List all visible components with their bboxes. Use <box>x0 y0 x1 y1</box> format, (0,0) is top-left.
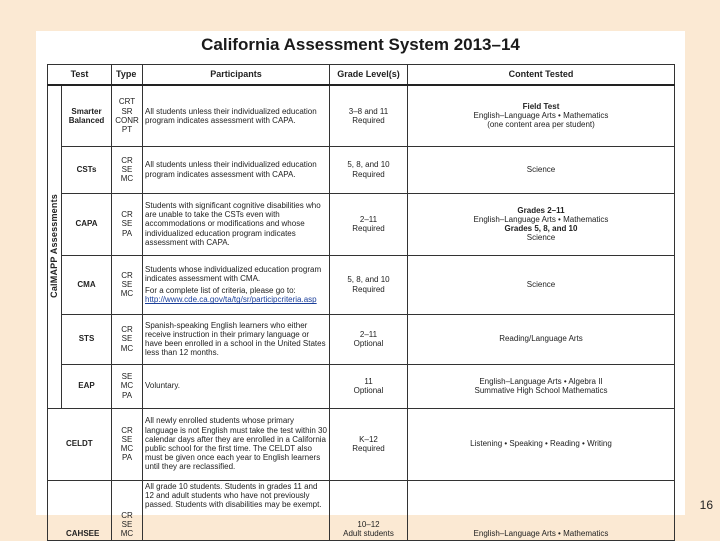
table-row-cma <box>48 255 675 314</box>
participants: Students with significant cognitive disabilities who are unable to take the CSTs even with accommodations or modifications and whose individualized education program indicates assessment with CAPA. <box>143 193 330 255</box>
table-row-celdt <box>48 408 675 480</box>
content-tested: Science <box>408 255 675 314</box>
participants: All grade 10 students. Students in grades 11 and 12 and adult students who have not previously passed. Students with disabilities may be exempt. <box>143 480 330 540</box>
slide-number: 16 <box>699 498 713 512</box>
content-tested: Field Test English–Language Arts • Mathematics (one content area per student) <box>408 85 675 146</box>
document-page <box>36 31 685 539</box>
test-name: Smarter Balanced <box>62 85 112 146</box>
participants: All students unless their individualized education program indicates assessment with CAPA. <box>143 85 330 146</box>
content-tested: English–Language Arts • Mathematics <box>408 480 675 540</box>
test-name: CMA <box>62 255 112 314</box>
participants: All newly enrolled students whose primary language is not English must take the test within 30 calendar days after they are enrolled in a California public school for the first time. The CELDT also must be given once each year to English learners until they are reclassified. <box>143 408 330 480</box>
header-participants: Participants <box>143 65 330 86</box>
grade-level: 5, 8, and 10 Required <box>330 255 408 314</box>
table-row-csts <box>48 146 675 193</box>
grade-level: 11 Optional <box>330 364 408 408</box>
page-title: California Assessment System 2013–14 <box>201 35 520 54</box>
participants: Students whose individualized education program indicates assessment with CMA. For a complete list of criteria, please go to: http://www.cde.ca.gov/ta/tg/sr/participcriteria.asp <box>143 255 330 314</box>
grade-level: 10–12 Adult students <box>330 480 408 540</box>
grade-level: K–12 Required <box>330 408 408 480</box>
table-row-smarter-balanced <box>48 85 675 146</box>
table-row-capa <box>48 193 675 255</box>
test-type: CR SE MC <box>112 146 143 193</box>
assessment-table <box>47 64 675 541</box>
test-type: CR SE MC PA <box>112 408 143 480</box>
test-type: CR SE MC <box>112 314 143 364</box>
content-tested: Reading/Language Arts <box>408 314 675 364</box>
header-content: Content Tested <box>408 65 675 86</box>
content-tested: Listening • Speaking • Reading • Writing <box>408 408 675 480</box>
test-type: CR SE PA <box>112 193 143 255</box>
criteria-link[interactable]: http://www.cde.ca.gov/ta/tg/sr/participcriteria.asp <box>145 295 317 305</box>
test-type: CRT SR CONR PT <box>112 85 143 146</box>
content-tested: Grades 2–11 English–Language Arts • Mathematics Grades 5, 8, and 10 Science <box>408 193 675 255</box>
test-name: CSTs <box>62 146 112 193</box>
table-row-sts <box>48 314 675 364</box>
grade-level: 5, 8, and 10 Required <box>330 146 408 193</box>
grade-level: 2–11 Optional <box>330 314 408 364</box>
content-tested: English–Language Arts • Algebra II Summative High School Mathematics <box>408 364 675 408</box>
test-name: CAPA <box>62 193 112 255</box>
header-type: Type <box>112 65 143 86</box>
grade-level: 3–8 and 11 Required <box>330 85 408 146</box>
test-type: CR SE MC <box>112 255 143 314</box>
test-name: CELDT <box>48 408 112 480</box>
table-header-row <box>48 65 675 86</box>
test-name: STS <box>62 314 112 364</box>
test-type: SE MC PA <box>112 364 143 408</box>
header-grade: Grade Level(s) <box>330 65 408 86</box>
group-label-cell <box>48 85 62 408</box>
participants: All students unless their individualized education program indicates assessment with CAPA. <box>143 146 330 193</box>
header-test: Test <box>48 65 112 86</box>
table-row-eap <box>48 364 675 408</box>
test-type: CR SE MC <box>112 480 143 540</box>
group-label: CalMAPP Assessments <box>48 193 59 298</box>
content-tested: Science <box>408 146 675 193</box>
grade-level: 2–11 Required <box>330 193 408 255</box>
test-name: EAP <box>62 364 112 408</box>
test-name: CAHSEE <box>48 480 112 540</box>
participants: Voluntary. <box>143 364 330 408</box>
participants: Spanish-speaking English learners who either receive instruction in their primary language or have been enrolled in a school in the United States less than 12 months. <box>143 314 330 364</box>
table-row-cahsee <box>48 480 675 540</box>
